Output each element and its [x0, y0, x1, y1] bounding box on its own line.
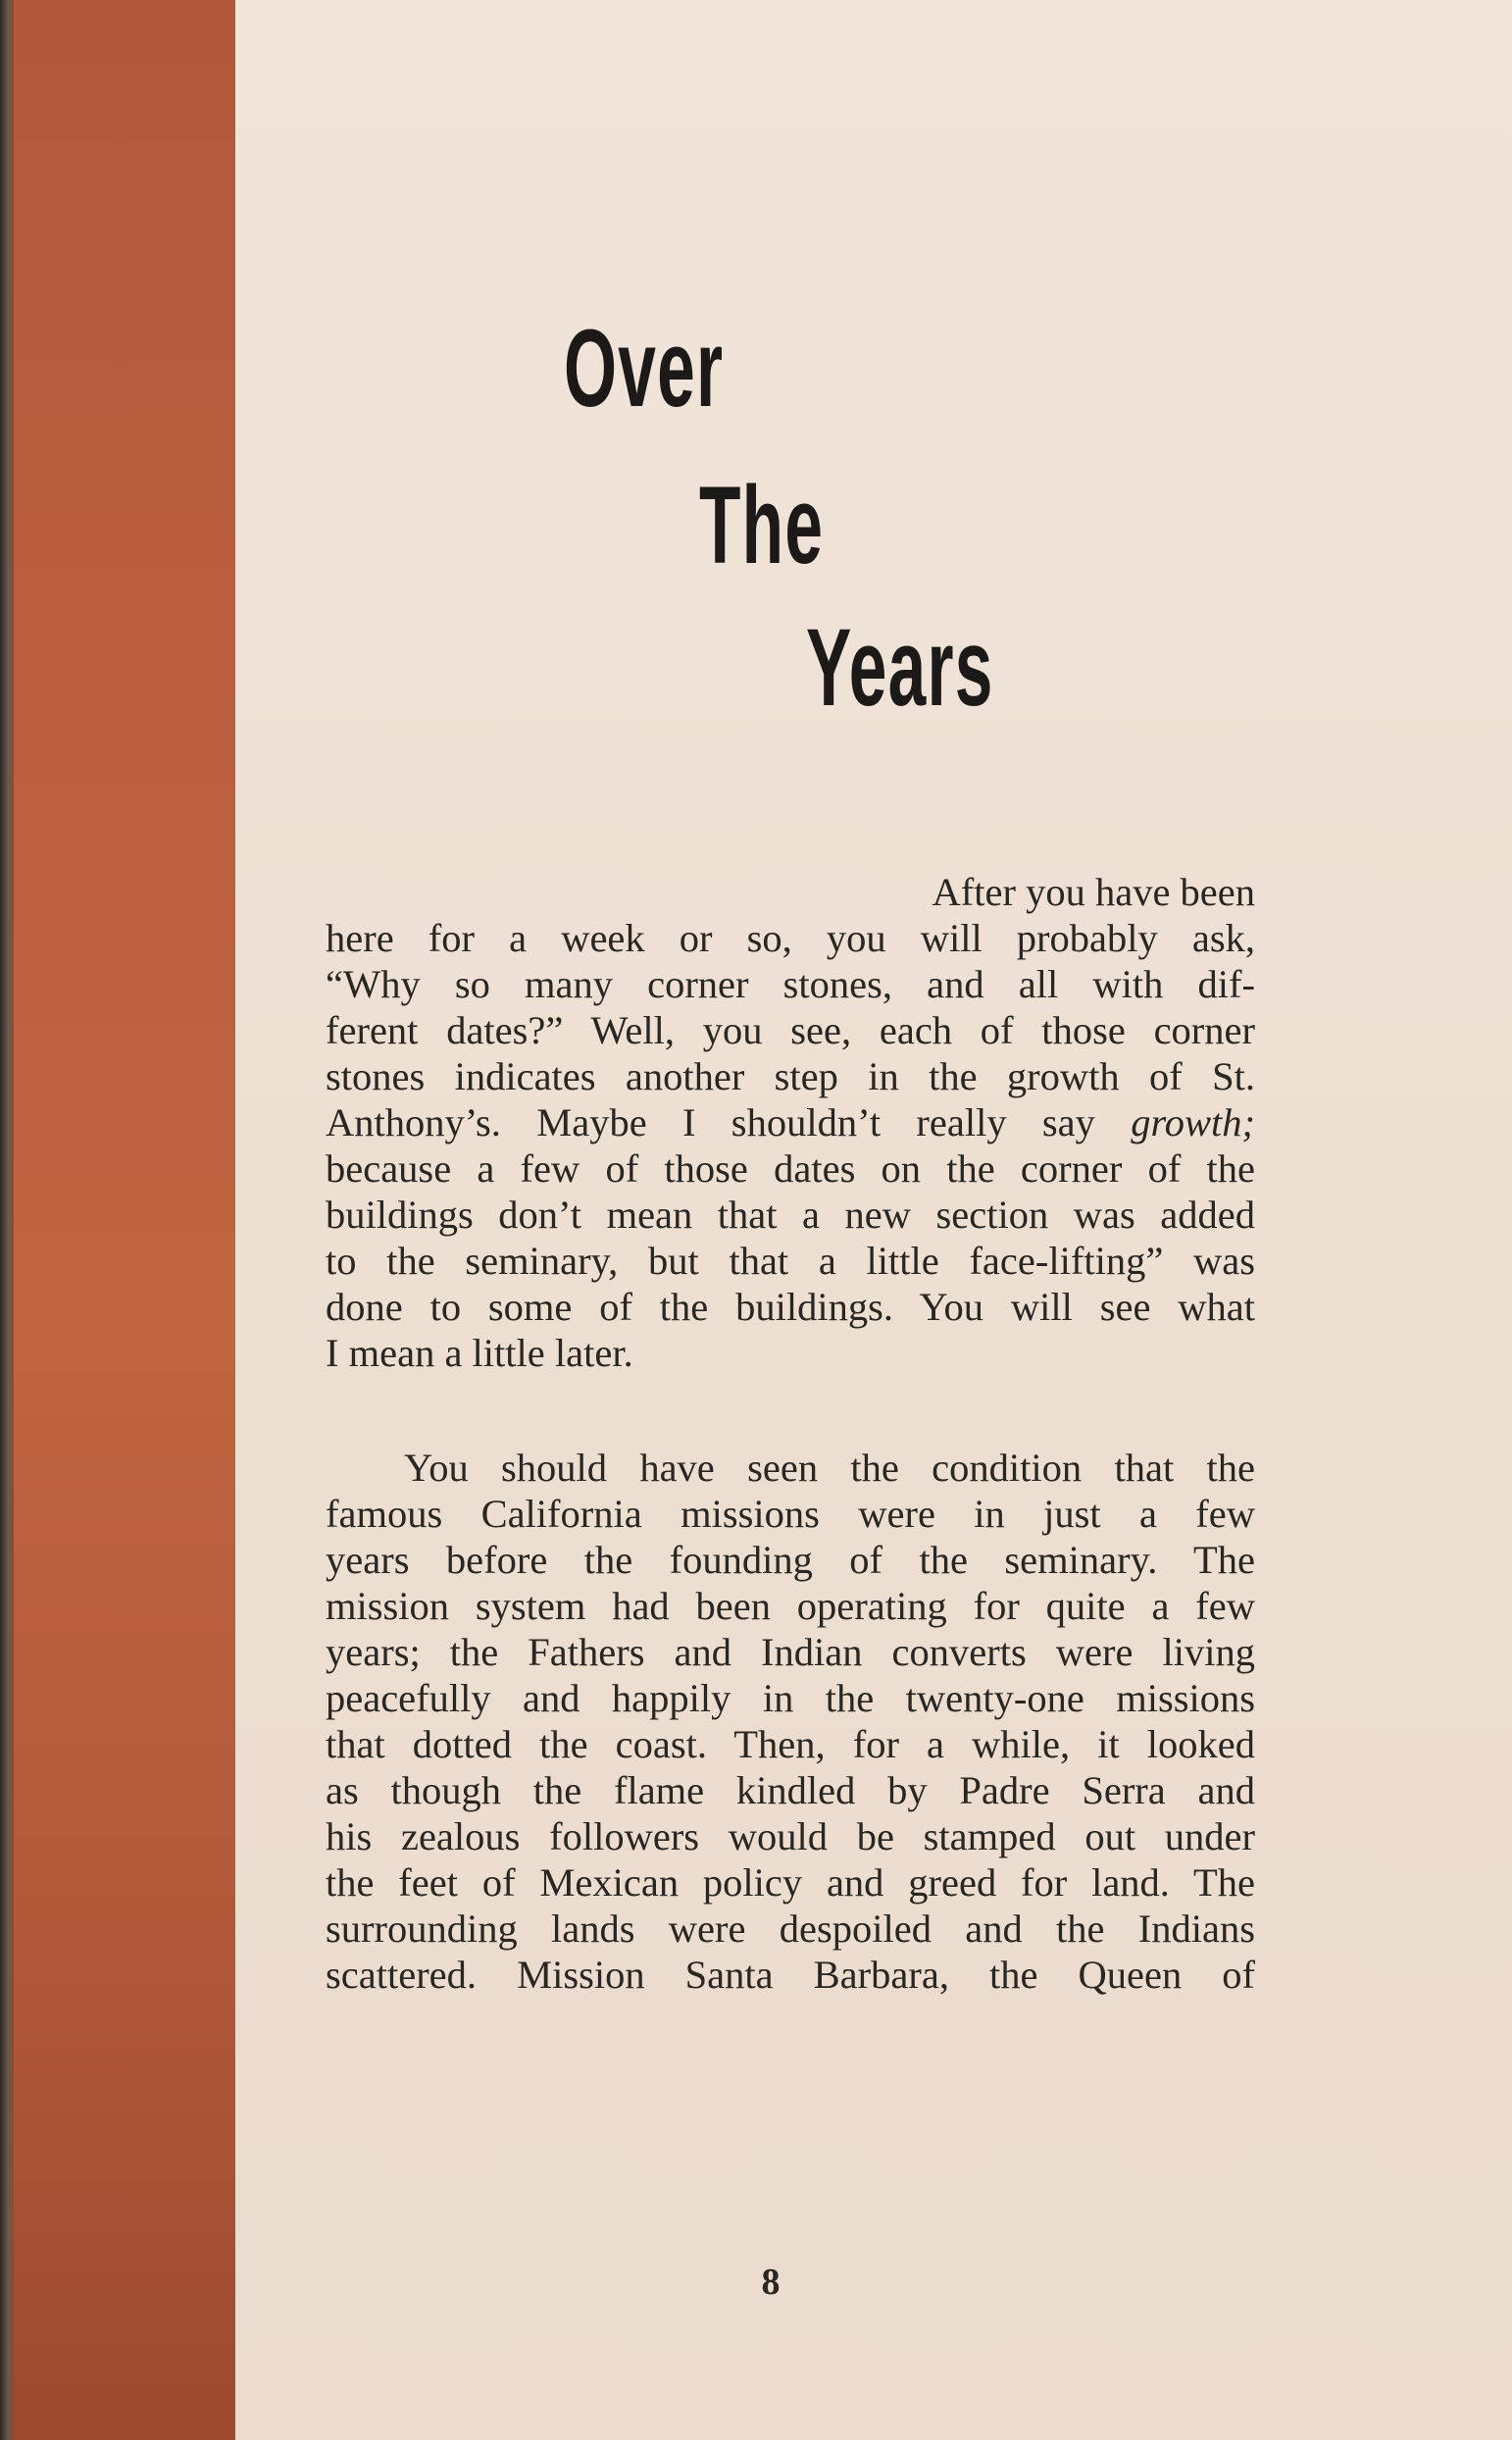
- paragraph-1-line: done to some of the buildings. You will see what: [326, 1285, 1255, 1329]
- paragraph-2-line: years before the founding of the seminary. The: [326, 1538, 1255, 1582]
- paragraph-1-line-text: Anthony’s. Maybe I shouldn’t really say: [326, 1100, 1095, 1144]
- paragraph-2-line: mission system had been operating for quite a few: [326, 1584, 1255, 1628]
- paragraph-1: [326, 869, 1255, 1376]
- paragraph-1-line: to the seminary, but that a little face-lifting” was: [326, 1239, 1255, 1283]
- paragraph-2-line: peacefully and happily in the twenty-one missions: [326, 1676, 1255, 1720]
- title-line-years: Years: [806, 606, 994, 729]
- paragraph-2-line: the feet of Mexican policy and greed for land. The: [326, 1860, 1255, 1905]
- paragraph-2-line: years; the Fathers and Indian converts were living: [326, 1630, 1255, 1674]
- book-spine-edge: [0, 0, 14, 2440]
- paragraph-1-line: “Why so many corner stones, and all with dif-: [326, 962, 1255, 1006]
- decorative-color-band: [14, 0, 235, 2440]
- paragraph-2-line: his zealous followers would be stamped out under: [326, 1814, 1255, 1858]
- paragraph-1-line: ferent dates?” Well, you see, each of those corner: [326, 1008, 1255, 1052]
- paragraph-1-line: here for a week or so, you will probably ask,: [326, 916, 1255, 960]
- paragraph-1-line: because a few of those dates on the corner of the: [326, 1146, 1255, 1191]
- paragraph-1-line: After you have been: [932, 870, 1255, 914]
- paragraph-1-line: buildings don’t mean that a new section was added: [326, 1193, 1255, 1237]
- page-number: [0, 2261, 1512, 2304]
- paragraph-2-line: You should have seen the condition that the: [404, 1446, 1255, 1490]
- title-line-the: The: [699, 464, 825, 586]
- title-line-over: Over: [564, 307, 725, 430]
- paragraph-1-line: stones indicates another step in the growth of St.: [326, 1054, 1255, 1098]
- paragraph-2-line: famous California missions were in just a few: [326, 1492, 1255, 1536]
- paragraph-2-line: scattered. Mission Santa Barbara, the Queen of: [326, 1953, 1255, 1997]
- paragraph-2: [326, 1445, 1255, 1998]
- paragraph-1-line-with-italic: [326, 1099, 1255, 1145]
- paragraph-2-line: as though the flame kindled by Padre Serra and: [326, 1768, 1255, 1812]
- page-number-text: 8: [761, 2262, 781, 2303]
- italic-word: growth;: [1131, 1100, 1255, 1144]
- paragraph-1-line: I mean a little later.: [326, 1331, 633, 1375]
- paragraph-2-line: surrounding lands were despoiled and the Indians: [326, 1906, 1255, 1951]
- paragraph-2-line: that dotted the coast. Then, for a while, it looked: [326, 1722, 1255, 1766]
